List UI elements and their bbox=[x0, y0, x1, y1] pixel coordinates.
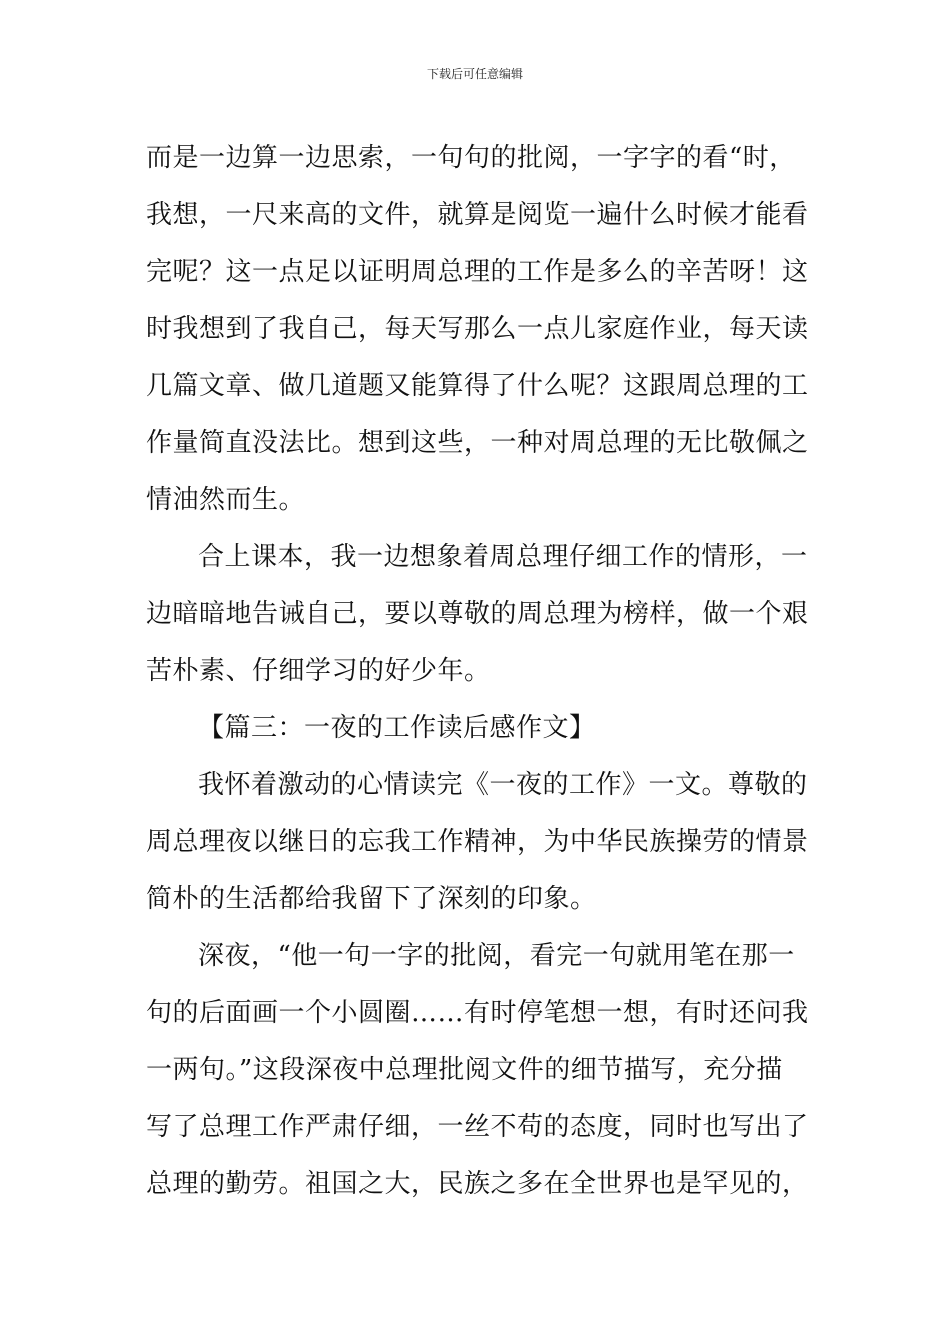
text-line: 一两句。”这段深夜中总理批阅文件的细节描写，充分描 bbox=[146, 1055, 783, 1085]
text-line: 我怀着激动的心情读完《一夜的工作》一文。尊敬的 bbox=[198, 770, 808, 800]
text-line: 而是一边算一边思索，一句句的批阅，一字字的看“时， bbox=[146, 143, 796, 173]
text-line: 边暗暗地告诫自己，要以尊敬的周总理为榜样，做一个艰 bbox=[146, 599, 809, 629]
section-heading bbox=[146, 700, 808, 757]
section-heading-text: 【篇三：一夜的工作读后感作文】 bbox=[198, 713, 596, 743]
text-line: 写了总理工作严肃仔细，一丝不苟的态度，同时也写出了 bbox=[146, 1112, 809, 1142]
paragraph bbox=[146, 130, 808, 529]
text-line: 苦朴素、仔细学习的好少年。 bbox=[146, 656, 491, 686]
text-line: 简朴的生活都给我留下了深刻的印象。 bbox=[146, 884, 597, 914]
text-line: 合上课本，我一边想象着周总理仔细工作的情形，一 bbox=[198, 542, 808, 572]
text-line: 时我想到了我自己，每天写那么一点儿家庭作业，每天读 bbox=[146, 314, 809, 344]
text-line: 我想，一尺来高的文件，就算是阅览一遍什么时候才能看 bbox=[146, 200, 809, 230]
document-body bbox=[146, 130, 808, 1213]
text-line: 情油然而生。 bbox=[146, 485, 306, 515]
text-line: 几篇文章、做几道题又能算得了什么呢？这跟周总理的工 bbox=[146, 371, 809, 401]
text-line: 周总理夜以继日的忘我工作精神，为中华民族操劳的情景 bbox=[146, 827, 809, 857]
paragraph bbox=[146, 529, 808, 700]
paragraph bbox=[146, 757, 808, 928]
page-header: 下载后可任意编辑 bbox=[426, 67, 523, 81]
text-line: 句的后面画一个小圆圈……有时停笔想一想，有时还问我 bbox=[146, 998, 809, 1028]
paragraph bbox=[146, 928, 808, 1213]
text-line: 深夜，“他一句一字的批阅，看完一句就用笔在那一 bbox=[198, 941, 795, 971]
text-line: 总理的勤劳。祖国之大，民族之多在全世界也是罕见的， bbox=[146, 1169, 809, 1199]
text-line: 完呢？这一点足以证明周总理的工作是多么的辛苦呀！这 bbox=[146, 257, 809, 287]
text-line: 作量简直没法比。想到这些，一种对周总理的无比敬佩之 bbox=[146, 428, 809, 458]
